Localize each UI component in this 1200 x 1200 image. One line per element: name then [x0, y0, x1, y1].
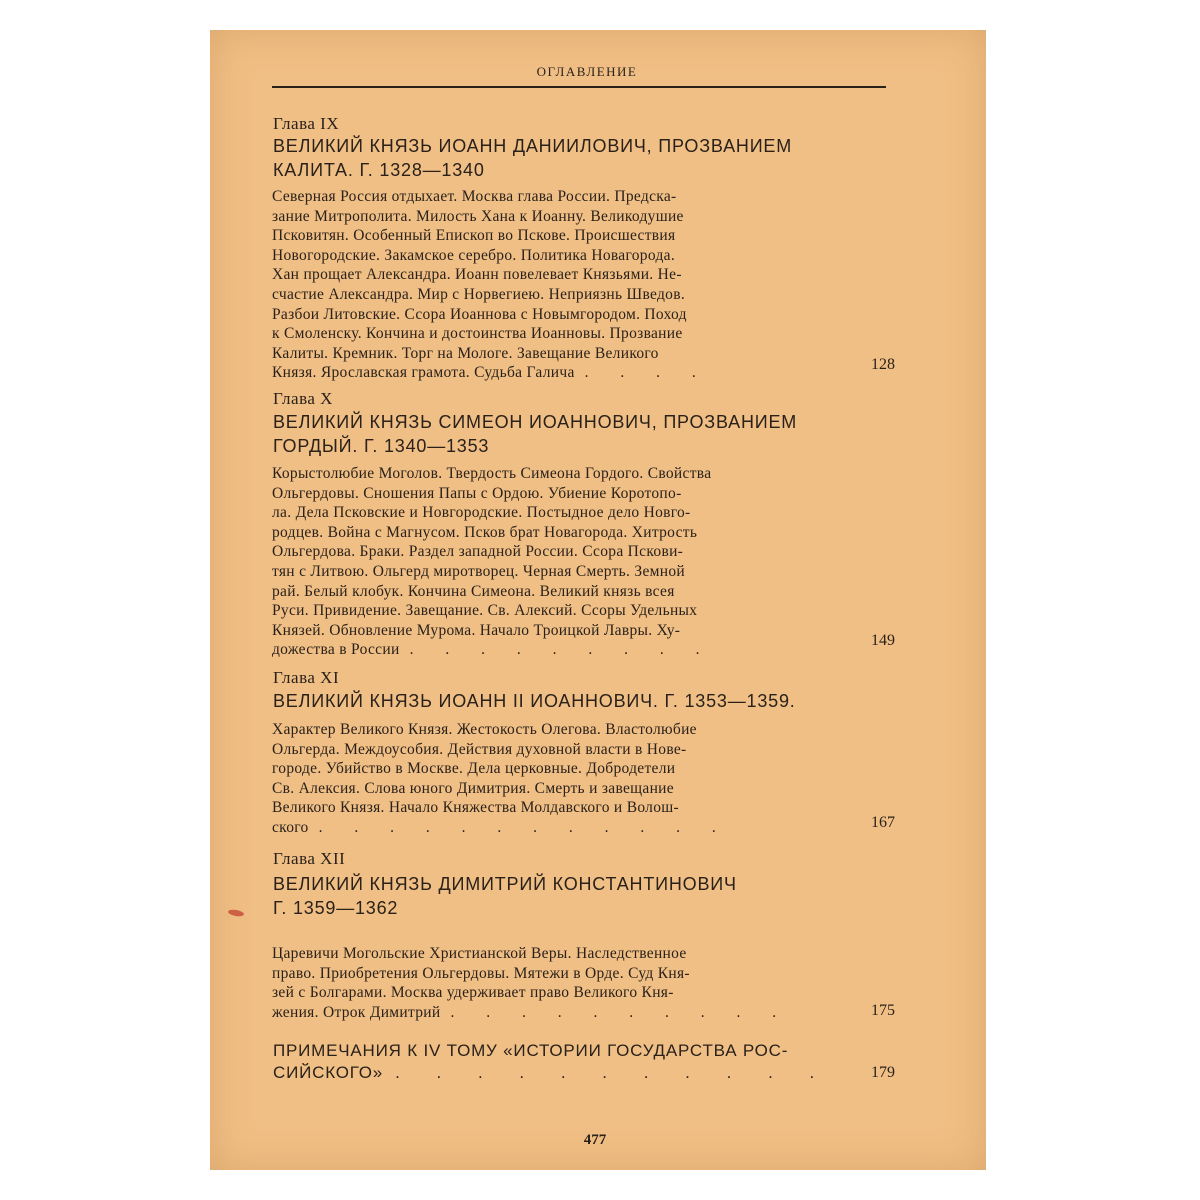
summary-line: Св. Алексия. Слова юного Димитрия. Смерть и завещание	[272, 779, 674, 797]
chapter-title-line: ВЕЛИКИЙ КНЯЗЬ СИМЕОН ИОАННОВИЧ, ПРОЗВАНИЕМ	[273, 412, 798, 432]
summary-line: право. Приобретения Ольгердовы. Мятежи в Орде. Суд Кня-	[272, 964, 690, 982]
page-number: 167	[871, 814, 895, 831]
page-number: 175	[871, 1002, 895, 1019]
summary-line: Князя. Ярославская грамота. Судьба Галича	[272, 364, 575, 382]
chapter-label: Глава XI	[273, 668, 340, 687]
page-number: 179	[871, 1064, 895, 1081]
dot-leader: . . . . . . . . . . .	[395, 1063, 831, 1082]
summary-last-line	[272, 1003, 837, 1023]
summary-line: Северная Россия отдыхает. Москва глава России. Предска-	[272, 188, 677, 205]
chapter-summary	[272, 187, 837, 383]
chapter-title-line: Г. 1359—1362	[273, 898, 399, 918]
chapter-title-line: ВЕЛИКИЙ КНЯЗЬ ИОАНН ДАНИИЛОВИЧ, ПРОЗВАНИЕМ	[273, 136, 793, 156]
chapter-title	[273, 134, 833, 182]
chapter-label: Глава XII	[273, 849, 346, 868]
chapter-title-line: ГОРДЫЙ. Г. 1340—1353	[273, 436, 490, 456]
dot-leader: . . . . . . . . . .	[450, 1003, 791, 1021]
summary-line: ского	[272, 818, 309, 836]
summary-line: Разбои Литовские. Ссора Иоаннова с Новымгородом. Поход	[272, 305, 687, 323]
folio-number: 477	[583, 1132, 607, 1148]
chapter-title-line: ВЕЛИКИЙ КНЯЗЬ ИОАНН II ИОАННОВИЧ. Г. 1353—1359.	[273, 691, 796, 711]
summary-line: тян с Литвою. Ольгерд миротворец. Черная Смерть. Земной	[272, 562, 685, 580]
summary-line: дожества в России	[272, 641, 400, 659]
summary-line: ла. Дела Псковские и Новгородские. Постыдное дело Новго-	[272, 504, 691, 522]
summary-line: Характер Великого Князя. Жестокость Олегова. Властолюбие	[272, 721, 697, 738]
summary-line: родцев. Война с Магнусом. Псков брат Новагорода. Хитрость	[272, 523, 698, 541]
summary-last-line	[272, 818, 837, 838]
chapter-summary	[272, 944, 837, 1022]
summary-line: Новогородские. Закамское серебро. Политика Новагорода.	[272, 246, 676, 264]
summary-line: Ольгердовы. Сношения Папы с Ордою. Убиение Коротопо-	[272, 484, 682, 502]
summary-line: зание Митрополита. Милость Хана к Иоанну. Великодушие	[272, 207, 684, 225]
summary-line: Корыстолюбие Моголов. Твердость Симеона Гордого. Свойства	[272, 465, 712, 482]
summary-last-line	[272, 640, 837, 660]
notes-title-line: СИЙСКОГО»	[273, 1063, 384, 1082]
chapter-title	[273, 689, 833, 713]
running-head: ОГЛАВЛЕНИЕ	[536, 64, 638, 79]
summary-line: зей с Болгарами. Москва удерживает право Великого Кня-	[272, 984, 674, 1002]
summary-line: городе. Убийство в Москве. Дела церковные. Добродетели	[272, 760, 676, 778]
notes-title-line: ПРИМЕЧАНИЯ К IV ТОМУ «ИСТОРИИ ГОСУДАРСТВА РОС-	[273, 1041, 789, 1060]
summary-line: жения. Отрок Димитрий	[272, 1003, 441, 1021]
dot-leader: . . . . . . . . .	[409, 641, 714, 659]
summary-line: Ольгердова. Браки. Раздел западной России. Ссора Пскови-	[272, 543, 684, 561]
summary-line: к Смоленску. Кончина и достоинства Иоанновы. Прозвание	[272, 325, 683, 343]
page-number: 128	[871, 356, 895, 373]
summary-line: Великого Князя. Начало Княжества Молдавского и Волош-	[272, 799, 679, 817]
summary-line: Калиты. Кремник. Торг на Мологе. Завещание Великого	[272, 344, 659, 362]
summary-last-line	[272, 363, 837, 383]
chapter-summary	[272, 720, 837, 838]
chapter-title-line: ВЕЛИКИЙ КНЯЗЬ ДИМИТРИЙ КОНСТАНТИНОВИЧ	[273, 874, 737, 894]
page-number: 149	[871, 632, 895, 649]
summary-line: Псковитян. Особенный Епископ во Пскове. Происшествия	[272, 227, 676, 245]
chapter-title-line: КАЛИТА. Г. 1328—1340	[273, 160, 485, 180]
notes-entry	[273, 1040, 838, 1084]
summary-line: Хан прощает Александра. Иоанн повелевает Князьями. Не-	[272, 266, 682, 284]
summary-line: рай. Белый клобук. Кончина Симеона. Великий князь всея	[272, 582, 675, 600]
summary-line: Руси. Привидение. Завещание. Св. Алексий. Ссоры Удельных	[272, 602, 698, 620]
notes-last-line	[273, 1062, 838, 1084]
summary-line: счастие Александра. Мир с Норвегиею. Неприязнь Шведов.	[272, 285, 686, 303]
dot-leader: . . . . . . . . . . . .	[318, 818, 730, 836]
summary-line: Ольгерда. Междоусобия. Действия духовной власти в Нове-	[272, 740, 687, 758]
chapter-label: Глава IX	[273, 114, 340, 133]
chapter-title	[273, 410, 833, 458]
book-page	[210, 30, 986, 1170]
summary-line: Царевичи Могольские Христианской Веры. Наследственное	[272, 945, 687, 962]
chapter-summary	[272, 464, 837, 660]
header-rule	[272, 86, 886, 88]
dot-leader: . . . .	[584, 364, 710, 382]
summary-line: Князей. Обновление Мурома. Начало Троицкой Лавры. Ху-	[272, 621, 681, 639]
chapter-label: Глава X	[273, 389, 333, 408]
ink-mark	[228, 909, 245, 918]
chapter-title	[273, 872, 833, 920]
